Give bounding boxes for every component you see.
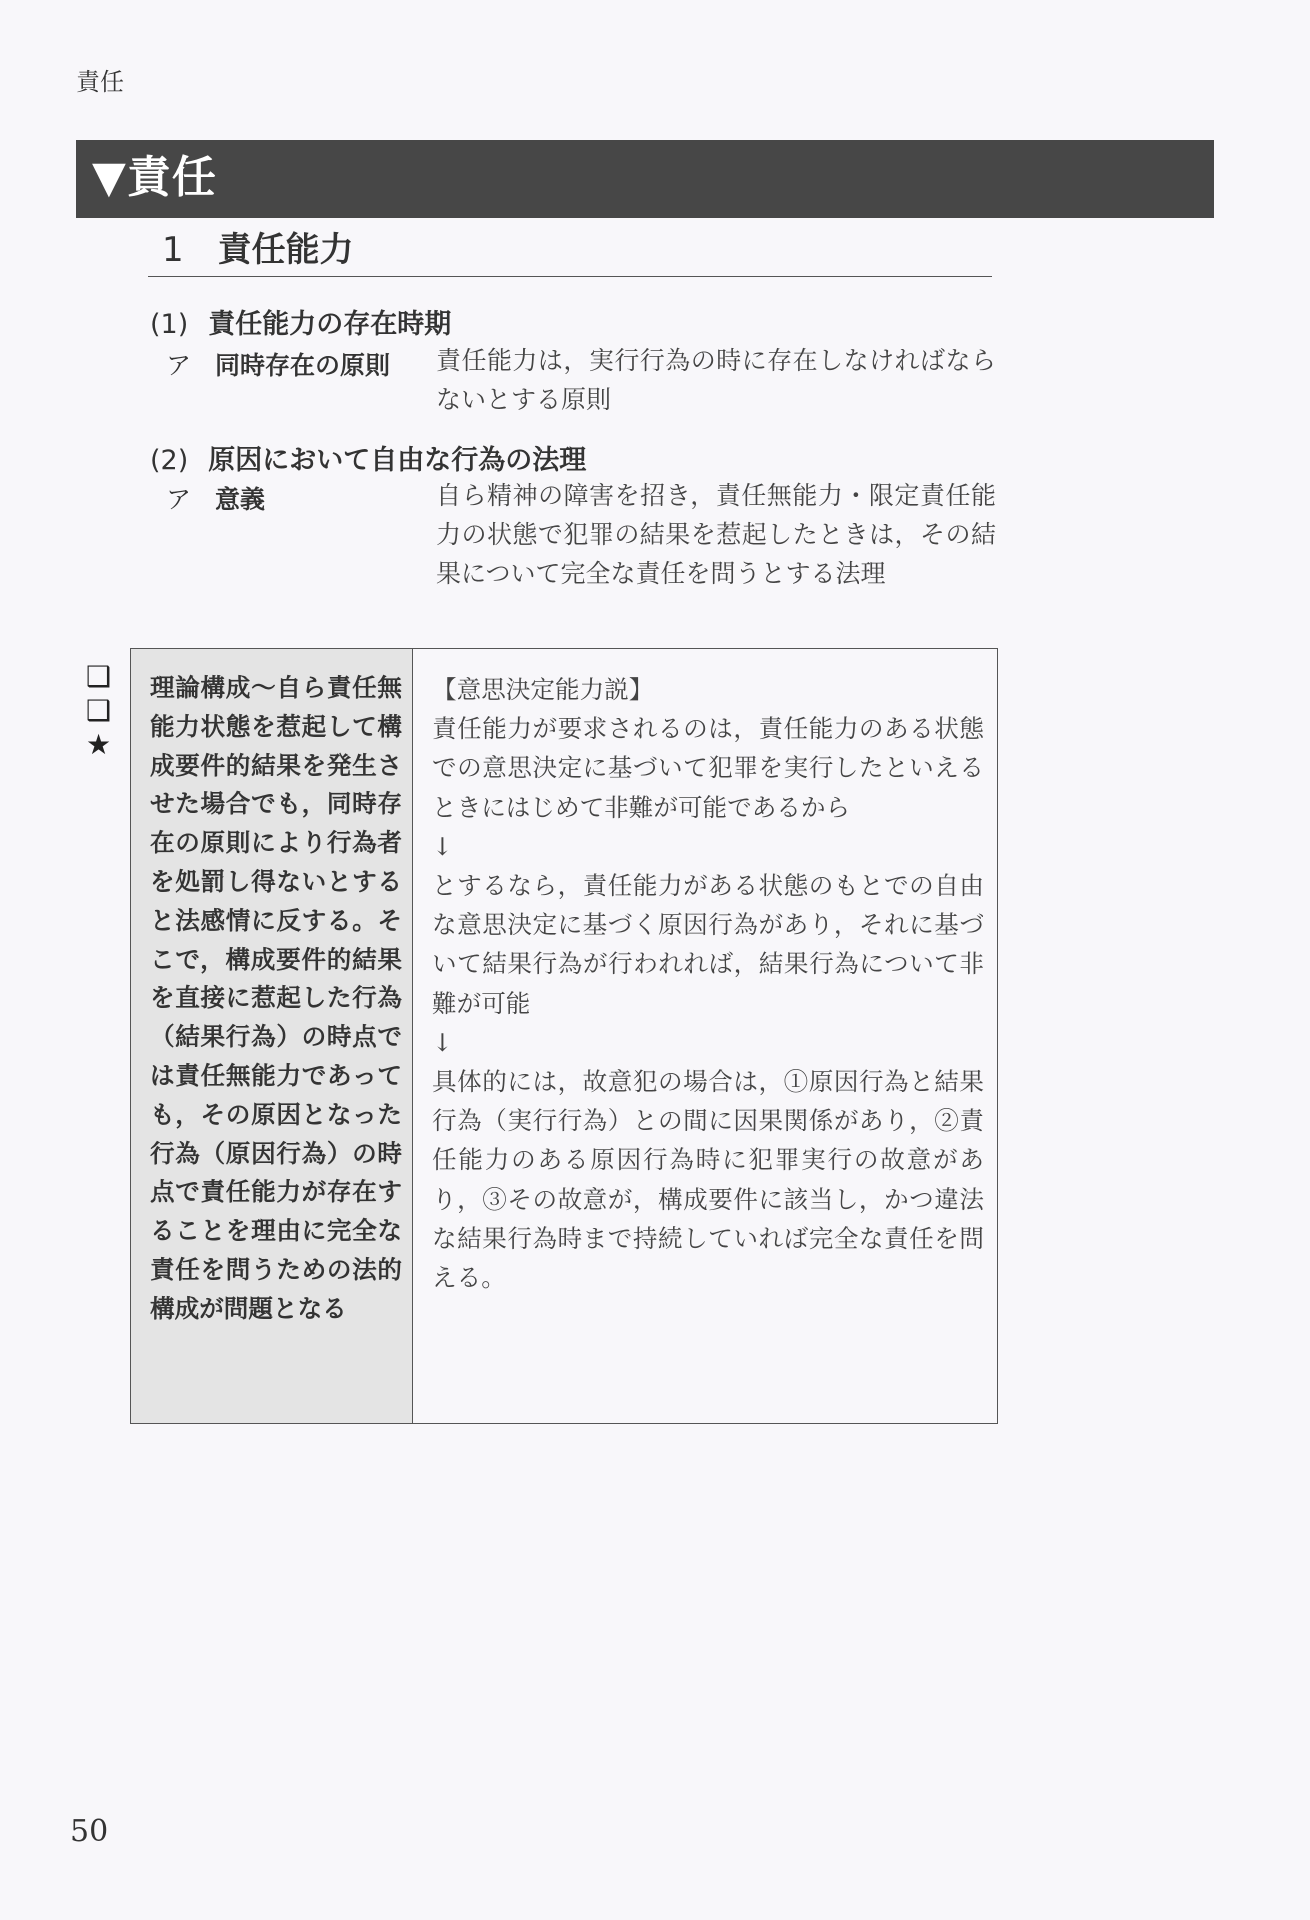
down-arrow-icon: ↓ (432, 831, 453, 861)
checkbox-icon: ❑ (86, 694, 112, 727)
star-icon: ★ (86, 728, 112, 761)
subsection-2-item-marker: ア (166, 485, 192, 514)
subsection-2-heading (150, 438, 586, 477)
theory-explanation (432, 670, 984, 1297)
chapter-title: ▼責任 (92, 152, 217, 203)
subsection-1-heading (150, 302, 451, 341)
subsection-1-item-marker: ア (166, 351, 192, 380)
subsection-2-item (166, 480, 265, 516)
theory-heading: 【意思決定能力説】 (432, 675, 654, 704)
subsection-2-number: (2) (150, 445, 189, 476)
section-number: 1 (162, 230, 184, 270)
running-header: 責任 (76, 68, 124, 96)
section-heading (162, 222, 354, 271)
checkbox-icon: ❑ (86, 660, 112, 693)
subsection-1-title: 責任能力の存在時期 (208, 309, 452, 340)
subsection-1-number: (1) (150, 309, 189, 340)
subsection-2-title: 原因において自由な行為の法理 (208, 445, 587, 476)
theory-construction-text: 理論構成〜自ら責任無能力状態を惹起して構成要件的結果を発生させた場合でも，同時存在の原則により行為者を処罰し得ないとすると法感情に反する。そこで，構成要件的結果を直接に惹起した行為（結果行為）の時点では責任無能力であっても，その原因となった行為（原因行為）の時点で責任能力が存在することを理由に完全な責任を問うための法的構成が問題となる (150, 673, 402, 1323)
subsection-1-item (166, 346, 390, 382)
page-number: 50 (70, 1814, 109, 1849)
subsection-2-item-label: 意義 (215, 485, 266, 514)
subsection-1-definition: 責任能力は，実行行為の時に存在しなければならないとする原則 (436, 346, 996, 414)
theory-paragraph-2: とするなら，責任能力がある状態のもとでの自由な意思決定に基づく原因行為があり，それに基づいて結果行為が行われれば，結果行為について非難が可能 (432, 871, 984, 1018)
chapter-banner (76, 140, 1214, 218)
theory-paragraph-3: 具体的には，故意犯の場合は，①原因行為と結果行為（実行行為）との間に因果関係があり，②責任能力のある原因行為時に犯罪実行の故意があり，③その故意が，構成要件に該当し，かつ違法な結果行為時まで持続していれば完全な責任を問える。 (432, 1067, 984, 1293)
down-arrow-icon: ↓ (432, 1027, 453, 1057)
subsection-1-item-label: 同時存在の原則 (215, 351, 391, 380)
theory-paragraph-1: 責任能力が要求されるのは，責任能力のある状態での意思決定に基づいて犯罪を実行したといえるときにはじめて非難が可能であるから (432, 714, 984, 822)
section-rule (148, 276, 992, 277)
section-title: 責任能力 (217, 230, 354, 270)
subsection-2-definition: 自ら精神の障害を招き，責任無能力・限定責任能力の状態で犯罪の結果を惹起したときは，その結果について完全な責任を問うとする法理 (436, 481, 996, 588)
